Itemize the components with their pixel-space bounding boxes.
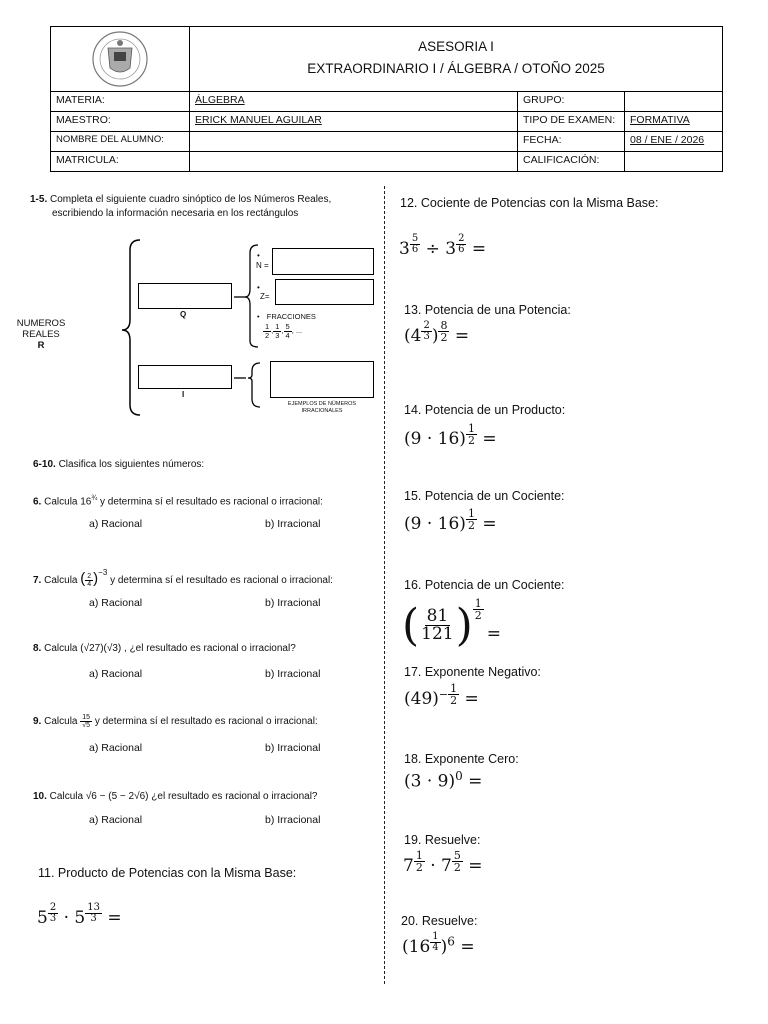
label-maestro: MAESTRO: bbox=[56, 114, 111, 126]
fraction-examples: $\frac{1}{2}$ , $\frac{1}{3}$ , $\frac{5}{4}$ , ... bbox=[265, 322, 303, 340]
value-materia: ÁLGEBRA bbox=[189, 92, 517, 111]
q6-option-b[interactable]: b) Irracional bbox=[265, 518, 321, 530]
label-calificacion: CALIFICACIÓN: bbox=[517, 152, 624, 171]
q11-expression: 5 $^{\frac{2}{3}}$ · 5 $^{\frac{13}{3}}$ = bbox=[37, 902, 122, 929]
fractions-item bbox=[257, 312, 316, 321]
q17-expression: $(49)^{- \frac{1}{2}}$ = bbox=[404, 682, 479, 710]
fractions-label: FRACCIONES bbox=[266, 312, 316, 321]
value-grupo[interactable] bbox=[624, 92, 722, 111]
q9-text: y determina sí el resultado es racional o irracional: bbox=[92, 716, 318, 728]
rationals-answer-box[interactable] bbox=[138, 283, 232, 309]
q10-option-a[interactable]: a) Racional bbox=[89, 814, 143, 826]
real-numbers-synoptic-diagram bbox=[0, 235, 384, 425]
q1-5-number: 1-5. bbox=[30, 194, 48, 205]
q6-number: 6. bbox=[33, 496, 42, 508]
header-row-alumno bbox=[51, 131, 722, 151]
q13-expression: (4 $^{\frac{2}{3}}$ ) $^{\frac{8}{2}}$ = bbox=[404, 319, 470, 347]
fraction-example-1: $\frac{1}{2}$ bbox=[265, 322, 270, 340]
q7-text: y determina sí el resultado es racional o irracional: bbox=[110, 575, 333, 586]
q10-text: ¿el resultado es racional o irracional? bbox=[148, 791, 318, 802]
header-row-maestro bbox=[51, 111, 722, 131]
naturals-label: N = bbox=[256, 261, 269, 270]
q20-expression: (16 $^{\frac{1}{4}}$ )$^6$ = bbox=[402, 931, 475, 958]
q15-title: 15. Potencia de un Cociente: bbox=[404, 489, 565, 503]
q8-number: 8. bbox=[33, 643, 42, 654]
header-row-materia bbox=[51, 91, 722, 111]
value-fecha: 08 / ENE / 2026 bbox=[624, 132, 722, 151]
value-tipo-examen: FORMATIVA bbox=[624, 112, 722, 131]
naturals-answer-box[interactable] bbox=[272, 248, 374, 275]
irr-caption-2: IRRACIONALES bbox=[301, 408, 343, 414]
rationals-label: Q bbox=[180, 310, 187, 319]
q6-10-number: 6-10. bbox=[33, 459, 56, 470]
q1-5-text-line-2: escribiendo la información necesaria en los rectángulos bbox=[52, 208, 299, 219]
question-9: 9. Calcula $\frac{15}{√5}$ y determina sí el resultado es racional o irracional: bbox=[33, 714, 318, 729]
label-nombre-alumno: NOMBRE DEL ALUMNO: bbox=[56, 134, 164, 145]
q6-option-a[interactable]: a) Racional bbox=[89, 518, 143, 530]
label-fecha: FECHA: bbox=[517, 132, 624, 151]
q18-expression: $(3 \cdot 9)^0$ = bbox=[404, 769, 483, 792]
q9-option-b[interactable]: b) Irracional bbox=[265, 742, 321, 754]
root-symbol: R bbox=[37, 340, 45, 351]
bullet-z: • bbox=[257, 283, 260, 292]
q12-expression: 3 $^{\frac{5}{6}}$ ÷ 3 $^{\frac{2}{6}}$ = bbox=[399, 233, 487, 260]
q19-expression: 7 $^{\frac{1}{2}}$ · 7 $^{\frac{5}{2}}$ = bbox=[403, 849, 483, 877]
q6-exponent: ¾ bbox=[91, 495, 98, 502]
bullet-fracciones: • bbox=[257, 312, 260, 321]
diagram-root-label bbox=[0, 318, 82, 351]
root-text: NUMEROS REALES bbox=[16, 318, 66, 340]
question-7: 7. Calcula ( $\frac{2}{4}$ )$^{-3}$ y determina sí el resultado es racional o irracional: bbox=[33, 568, 333, 588]
q8-text: , ¿el resultado es racional o irracional? bbox=[121, 643, 296, 654]
integers-label: Z= bbox=[260, 292, 270, 301]
question-8: 8. Calcula (√27)(√3) , ¿el resultado es racional o irracional? bbox=[33, 643, 296, 654]
value-nombre-alumno[interactable] bbox=[189, 132, 517, 151]
q11-title: 11. Producto de Potencias con la Misma Base: bbox=[38, 866, 297, 880]
label-materia: MATERIA: bbox=[56, 94, 105, 106]
irrational-examples-caption bbox=[270, 401, 374, 415]
irrational-examples-answer-box[interactable] bbox=[270, 361, 374, 398]
q7-option-a[interactable]: a) Racional bbox=[89, 597, 143, 609]
q14-expression: (9 · 16) $^{\frac{1}{2}}$ = bbox=[404, 422, 497, 450]
exam-title bbox=[189, 27, 722, 91]
q20-title: 20. Resuelve: bbox=[401, 914, 478, 928]
q8-option-b[interactable]: b) Irracional bbox=[265, 668, 321, 680]
title-line-2: EXTRAORDINARIO I / ÁLGEBRA / OTOÑO 2025 bbox=[307, 61, 605, 76]
fraction-example-3: $\frac{5}{4}$ bbox=[285, 322, 290, 340]
irr-caption-1: EJEMPLOS DE NÚMEROS bbox=[287, 401, 357, 407]
q13-title: 13. Potencia de una Potencia: bbox=[404, 303, 571, 317]
exam-header-table bbox=[50, 26, 723, 172]
question-10: 10. Calcula √6 − (5 − 2√6) ¿el resultado es racional o irracional? bbox=[33, 791, 318, 802]
label-matricula: MATRICULA: bbox=[56, 154, 119, 166]
fraction-example-2: $\frac{1}{3}$ bbox=[275, 322, 280, 340]
q7-fraction: $\frac{2}{4}$ bbox=[87, 572, 92, 588]
q12-title: 12. Cociente de Potencias con la Misma Base: bbox=[400, 196, 659, 210]
fraction-tail: , ... bbox=[291, 325, 303, 335]
irrationals-label: I bbox=[182, 390, 185, 399]
q10-number: 10. bbox=[33, 791, 47, 802]
question-6-10-instructions bbox=[33, 459, 204, 470]
q15-expression: (9 · 16) $^{\frac{1}{2}}$ = bbox=[404, 507, 497, 535]
q6-text: y determina sí el resultado es racional o irracional: bbox=[100, 496, 323, 508]
label-tipo-examen: TIPO DE EXAMEN: bbox=[517, 112, 624, 131]
q14-title: 14. Potencia de un Producto: bbox=[404, 403, 566, 417]
q7-number: 7. bbox=[33, 575, 42, 586]
university-seal-logo bbox=[51, 27, 189, 91]
q9-number: 9. bbox=[33, 716, 42, 728]
q7-option-b[interactable]: b) Irracional bbox=[265, 597, 321, 609]
column-divider bbox=[384, 186, 385, 984]
title-line-1: ASESORIA I bbox=[418, 39, 494, 54]
question-1-5-instructions bbox=[30, 193, 380, 221]
q9-fraction: $\frac{15}{√5}$ bbox=[82, 714, 91, 729]
q16-expression: ( $\frac{81}{121}$ ) $\frac{1}{2}$ = bbox=[402, 597, 502, 651]
integers-answer-box[interactable] bbox=[275, 279, 374, 305]
value-maestro: ERICK MANUEL AGUILAR bbox=[189, 112, 517, 131]
label-grupo: GRUPO: bbox=[517, 92, 624, 111]
q16-title: 16. Potencia de un Cociente: bbox=[404, 578, 565, 592]
q17-title: 17. Exponente Negativo: bbox=[404, 665, 541, 679]
bullet-n: • bbox=[257, 251, 260, 260]
header-row-matricula bbox=[51, 151, 722, 171]
irrationals-answer-box[interactable] bbox=[138, 365, 232, 389]
q8-option-a[interactable]: a) Racional bbox=[89, 668, 143, 680]
q18-title: 18. Exponente Cero: bbox=[404, 752, 519, 766]
q6-10-text: Clasifica los siguientes números: bbox=[58, 459, 205, 470]
value-matricula[interactable] bbox=[189, 152, 517, 171]
question-6: 6. Calcula $16^{\frac{3}{4}}$ y determina sí el resultado es racional o irracional: bbox=[33, 495, 323, 508]
value-calificacion[interactable] bbox=[624, 152, 722, 171]
q10-option-b[interactable]: b) Irracional bbox=[265, 814, 321, 826]
q9-option-a[interactable]: a) Racional bbox=[89, 742, 143, 754]
q1-5-text-line-1: Completa el siguiente cuadro sinóptico de los Números Reales, bbox=[50, 194, 332, 205]
q19-title: 19. Resuelve: bbox=[404, 833, 481, 847]
